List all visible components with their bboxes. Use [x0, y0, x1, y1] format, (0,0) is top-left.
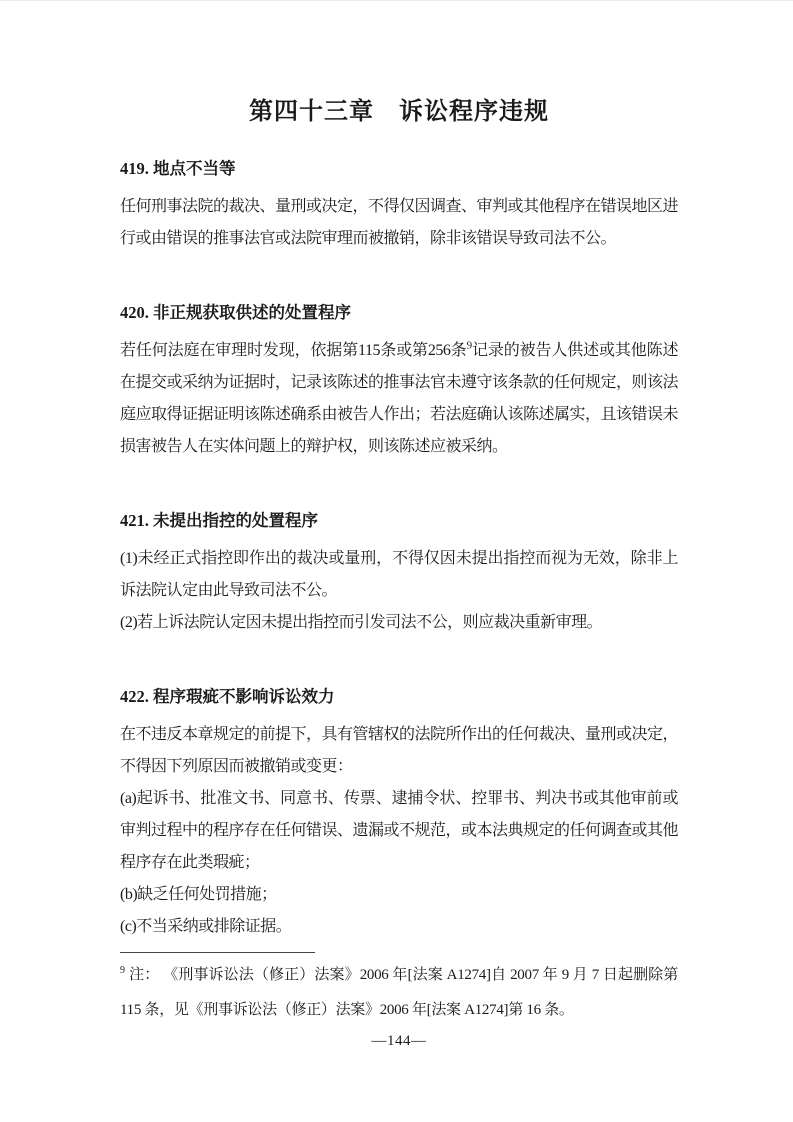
section-419-paragraph: 任何刑事法院的裁决、量刑或决定，不得仅因调查、审判或其他程序在错误地区进行或由错误的推事法官或法院审理而被撤销，除非该错误导致司法不公。	[120, 198, 679, 247]
section-420-text-after-ref: 记录的被告人供述或其他陈述在提交或采纳为证据时，记录该陈述的推事法官未遵守该条款的任何规定，则该法庭应取得证据证明该陈述确系由被告人作出；若法庭确认该陈述属实，且该错误未损害被告人在实体问题上的辩护权，则该陈述应被采纳。	[120, 342, 679, 455]
section-heading-420: 420. 非正规获取供述的处置程序	[120, 303, 351, 322]
footnote-text: 注： 《刑事诉讼法（修正）法案》2006 年[法案 A1274]自 2007 年 9 月 7 日起删除第 115 条，见《刑事诉讼法（修正）法案》2006 年[法案 A1274]第 16 条。	[120, 967, 678, 1018]
section-422-item-c: (c)不当采纳或排除证据。	[120, 918, 292, 935]
section-422-intro: 在不违反本章规定的前提下，具有管辖权的法院所作出的任何裁决、量刑或决定，不得因下列原因而被撤销或变更：	[120, 726, 679, 775]
section-420-paragraph	[120, 335, 678, 463]
section-420-text-before-ref: 若任何法庭在审理时发现，依据第115条或第256条	[120, 342, 467, 359]
footnote-reference-9: 9	[466, 339, 472, 352]
footnote-separator	[120, 952, 315, 953]
section-heading-422: 422. 程序瑕疵不影响诉讼效力	[120, 687, 335, 706]
footnote-marker: 9	[120, 965, 125, 976]
footnote	[120, 958, 678, 1028]
chapter-title: 第四十三章 诉讼程序违规	[249, 99, 549, 125]
section-heading-421: 421. 未提出指控的处置程序	[120, 511, 318, 530]
section-422-item-a: (a)起诉书、批准文书、同意书、传票、逮捕令状、控罪书、判决书或其他审前或审判过程中的程序存在任何错误、遗漏或不规范，或本法典规定的任何调查或其他程序存在此类瑕疵；	[120, 790, 679, 871]
section-421-item-1: (1)未经正式指控即作出的裁决或量刑，不得仅因未提出指控而视为无效，除非上诉法院认定由此导致司法不公。	[120, 550, 678, 599]
section-422-item-b: (b)缺乏任何处罚措施；	[120, 886, 277, 903]
page-number: —144—	[371, 1033, 427, 1049]
section-421-item-2: (2)若上诉法院认定因未提出指控而引发司法不公，则应裁决重新审理。	[120, 614, 603, 631]
section-heading-419: 419. 地点不当等	[120, 159, 236, 178]
